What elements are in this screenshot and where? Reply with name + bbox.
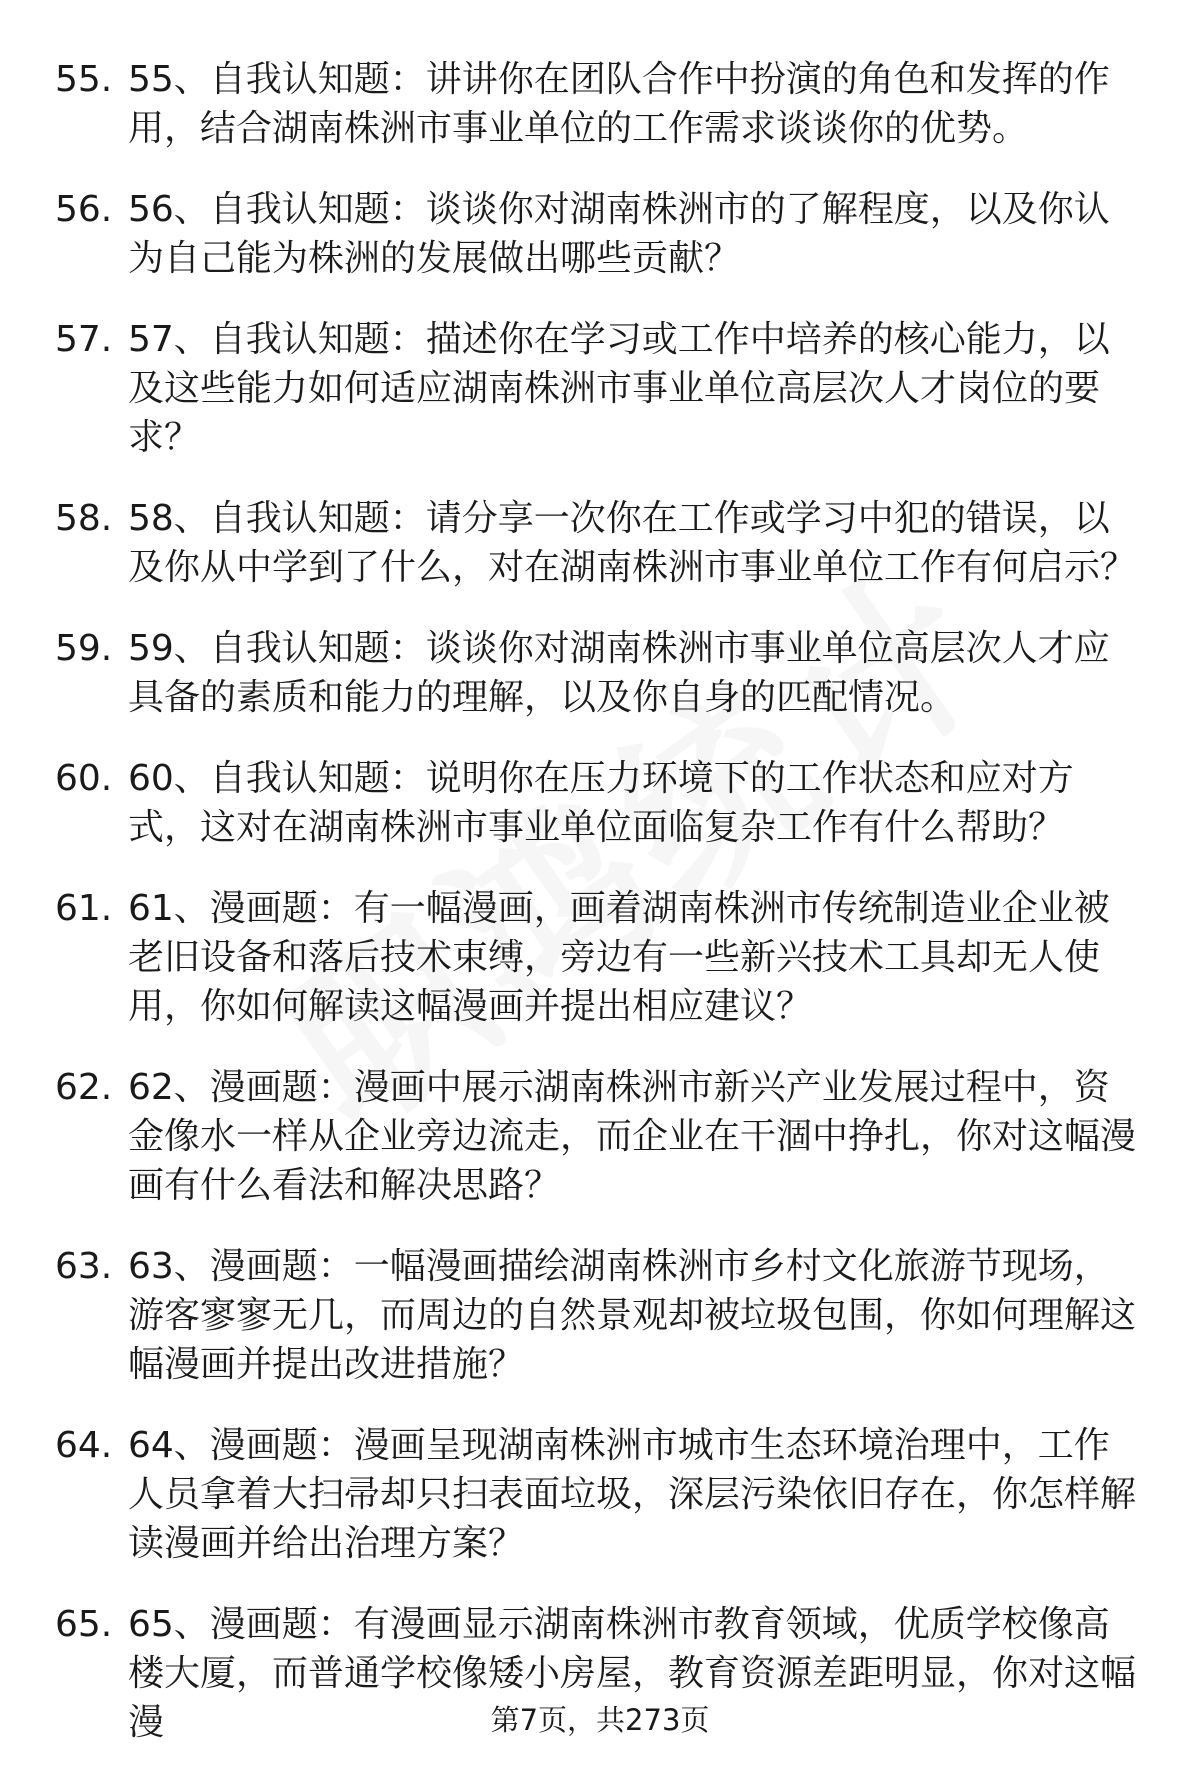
question-number: 59. xyxy=(55,628,113,669)
question-item xyxy=(0,1421,1200,1568)
question-number: 55. xyxy=(55,59,113,100)
question-number: 58. xyxy=(55,498,113,539)
question-text: 63、漫画题：一幅漫画描绘湖南株洲市乡村文化旅游节现场，游客寥寥无几，而周边的自然景观却被垃圾包围，你如何理解这幅漫画并提出改进措施？ xyxy=(128,1246,1137,1385)
page-footer: 第7页，共273页 xyxy=(490,1703,710,1737)
question-item xyxy=(0,754,1200,852)
question-item xyxy=(0,55,1200,153)
question-text: 57、自我认知题：描述你在学习或工作中培养的核心能力，以及这些能力如何适应湖南株洲市事业单位高层次人才岗位的要求？ xyxy=(128,319,1110,458)
question-number: 63. xyxy=(55,1246,113,1287)
question-item xyxy=(0,1063,1200,1210)
question-number: 61. xyxy=(55,888,113,929)
question-item xyxy=(0,624,1200,722)
question-text: 56、自我认知题：谈谈你对湖南株洲市的了解程度，以及你认为自己能为株洲的发展做出哪些贡献？ xyxy=(128,189,1110,279)
question-number: 65. xyxy=(55,1604,113,1645)
question-text: 59、自我认知题：谈谈你对湖南株洲市事业单位高层次人才应具备的素质和能力的理解，以及你自身的匹配情况。 xyxy=(128,628,1110,718)
question-item xyxy=(0,185,1200,283)
question-number: 56. xyxy=(55,189,113,230)
question-text: 60、自我认知题：说明你在压力环境下的工作状态和应对方式，这对在湖南株洲市事业单位面临复杂工作有什么帮助？ xyxy=(128,758,1074,848)
question-item xyxy=(0,315,1200,462)
question-number: 57. xyxy=(55,319,113,360)
question-item xyxy=(0,494,1200,592)
question-number: 64. xyxy=(55,1425,113,1466)
question-number: 62. xyxy=(55,1067,113,1108)
question-text: 62、漫画题：漫画中展示湖南株洲市新兴产业发展过程中，资金像水一样从企业旁边流走，而企业在干涸中挣扎，你对这幅漫画有什么看法和解决思路？ xyxy=(128,1067,1137,1206)
question-text: 58、自我认知题：请分享一次你在工作或学习中犯的错误，以及你从中学到了什么，对在湖南株洲市事业单位工作有何启示？ xyxy=(128,498,1137,588)
question-text: 55、自我认知题：讲讲你在团队合作中扮演的角色和发挥的作用，结合湖南株洲市事业单位的工作需求谈谈你的优势。 xyxy=(128,59,1110,149)
question-number: 60. xyxy=(55,758,113,799)
question-text: 61、漫画题：有一幅漫画，画着湖南株洲市传统制造业企业被老旧设备和落后技术束缚，旁边有一些新兴技术工具却无人使用，你如何解读这幅漫画并提出相应建议？ xyxy=(128,888,1110,1027)
question-item xyxy=(0,884,1200,1031)
question-text: 64、漫画题：漫画呈现湖南株洲市城市生态环境治理中，工作人员拿着大扫帚却只扫表面垃圾，深层污染依旧存在，你怎样解读漫画并给出治理方案？ xyxy=(128,1425,1137,1564)
question-list xyxy=(0,55,1200,1779)
question-item xyxy=(0,1242,1200,1389)
question-text: 65、漫画题：有漫画显示湖南株洲市教育领域，优质学校像高楼大厦，而普通学校像矮小房屋，教育资源差距明显，你对这幅漫 xyxy=(128,1604,1137,1743)
